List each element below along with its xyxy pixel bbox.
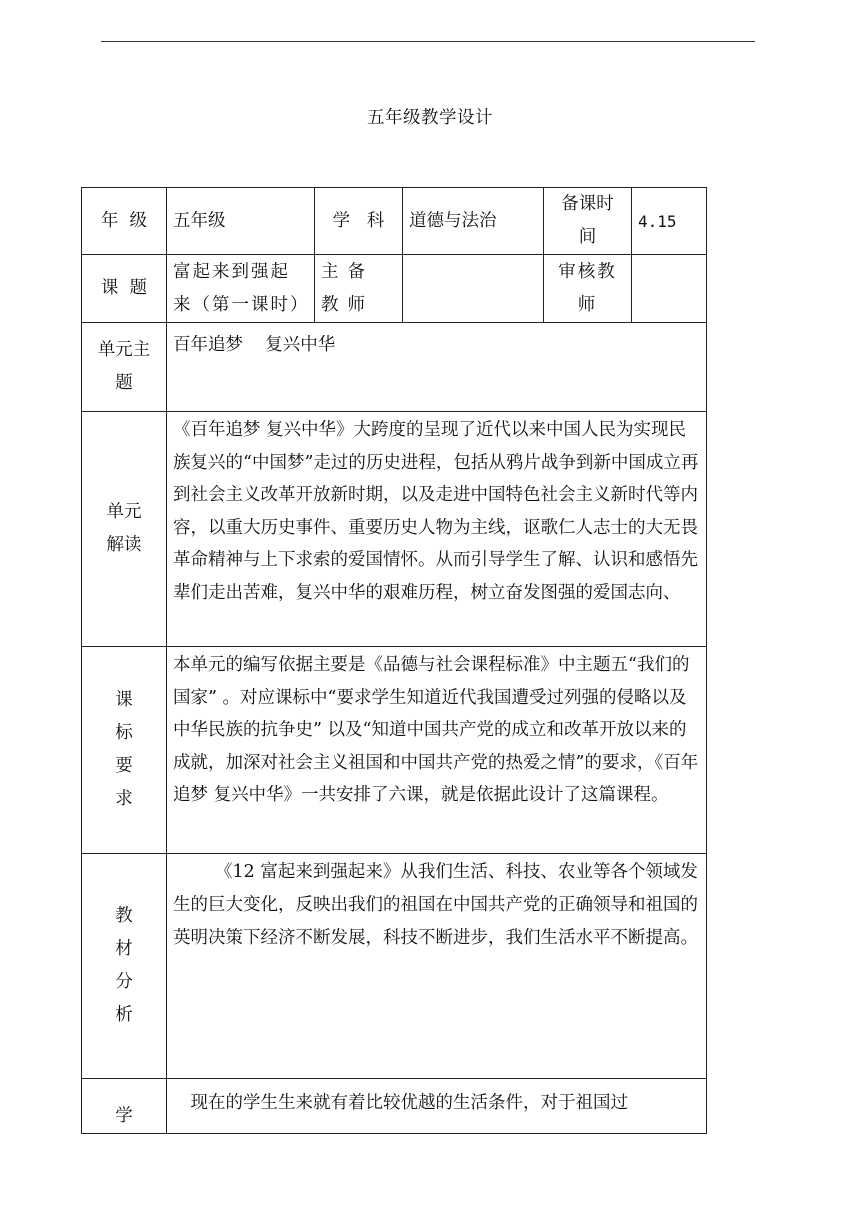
- topic-label: 课 题: [82, 255, 167, 323]
- main-teacher-label: 主备教师: [315, 255, 403, 323]
- table-row: [82, 188, 707, 255]
- textbook-label: 教材分析: [82, 854, 167, 1079]
- unit-theme-value: 百年追梦 复兴中华: [167, 323, 707, 412]
- curriculum-label: 课标要求: [82, 647, 167, 854]
- table-row: [82, 412, 707, 647]
- textbook-value: 《12 富起来到强起来》从我们生活、科技、农业等各个领域发生的巨大变化，反映出我们的祖国在中国共产党的正确领导和祖国的英明决策下经济不断发展，科技不断进步，我们生活水平不断提高。: [167, 854, 707, 1079]
- unit-reading-value: 《百年追梦 复兴中华》大跨度的呈现了近代以来中国人民为实现民族复兴的“中国梦”走过的历史进程，包括从鸦片战争到新中国成立再到社会主义改革开放新时期，以及走进中国特色社会主义新时代等内容，以重大历史事件、重要历史人物为主线，讴歌仁人志士的大无畏革命精神与上下求索的爱国情怀。从而引导学生了解、认识和感悟先辈们走出苦难，复兴中华的艰难历程，树立奋发图强的爱国志向、: [167, 412, 707, 647]
- curriculum-value: 本单元的编写依据主要是《品德与社会课程标准》中主题五“我们的国家” 。对应课标中“要求学生知道近代我国遭受过列强的侵略以及中华民族的抗争史” 以及“知道中国共产党的成立和改革开放以来的成就，加深对社会主义祖国和中国共产党的热爱之情”的要求，《百年追梦 复兴中华》一共安排了六课，就是依据此设计了这篇课程。: [167, 647, 707, 854]
- header-rule: [101, 41, 755, 42]
- student-label: 学: [82, 1079, 167, 1134]
- document-title: 五年级教学设计: [367, 108, 493, 128]
- table-row: [82, 255, 707, 323]
- unit-reading-label: 单元解读: [82, 412, 167, 647]
- table-row: [82, 323, 707, 412]
- reviewer-value: [632, 255, 707, 323]
- reviewer-label: 审核教师: [544, 255, 632, 323]
- table-row: [82, 854, 707, 1079]
- student-value: 现在的学生生来就有着比较优越的生活条件，对于祖国过: [167, 1079, 707, 1134]
- subject-value: 道德与法治: [403, 188, 544, 255]
- main-teacher-value: [403, 255, 544, 323]
- prep-time-label: 备课时间: [544, 188, 632, 255]
- prep-time-value: 4.15: [632, 188, 707, 255]
- grade-value: 五年级: [167, 188, 315, 255]
- unit-theme-label: 单元主题: [82, 323, 167, 412]
- subject-label: 学 科: [315, 188, 403, 255]
- lesson-plan-table: [81, 187, 707, 1134]
- table-row: [82, 647, 707, 854]
- grade-label: 年 级: [82, 188, 167, 255]
- topic-value: 富起来到强起来（第一课时）: [167, 255, 315, 323]
- table-row: [82, 1079, 707, 1134]
